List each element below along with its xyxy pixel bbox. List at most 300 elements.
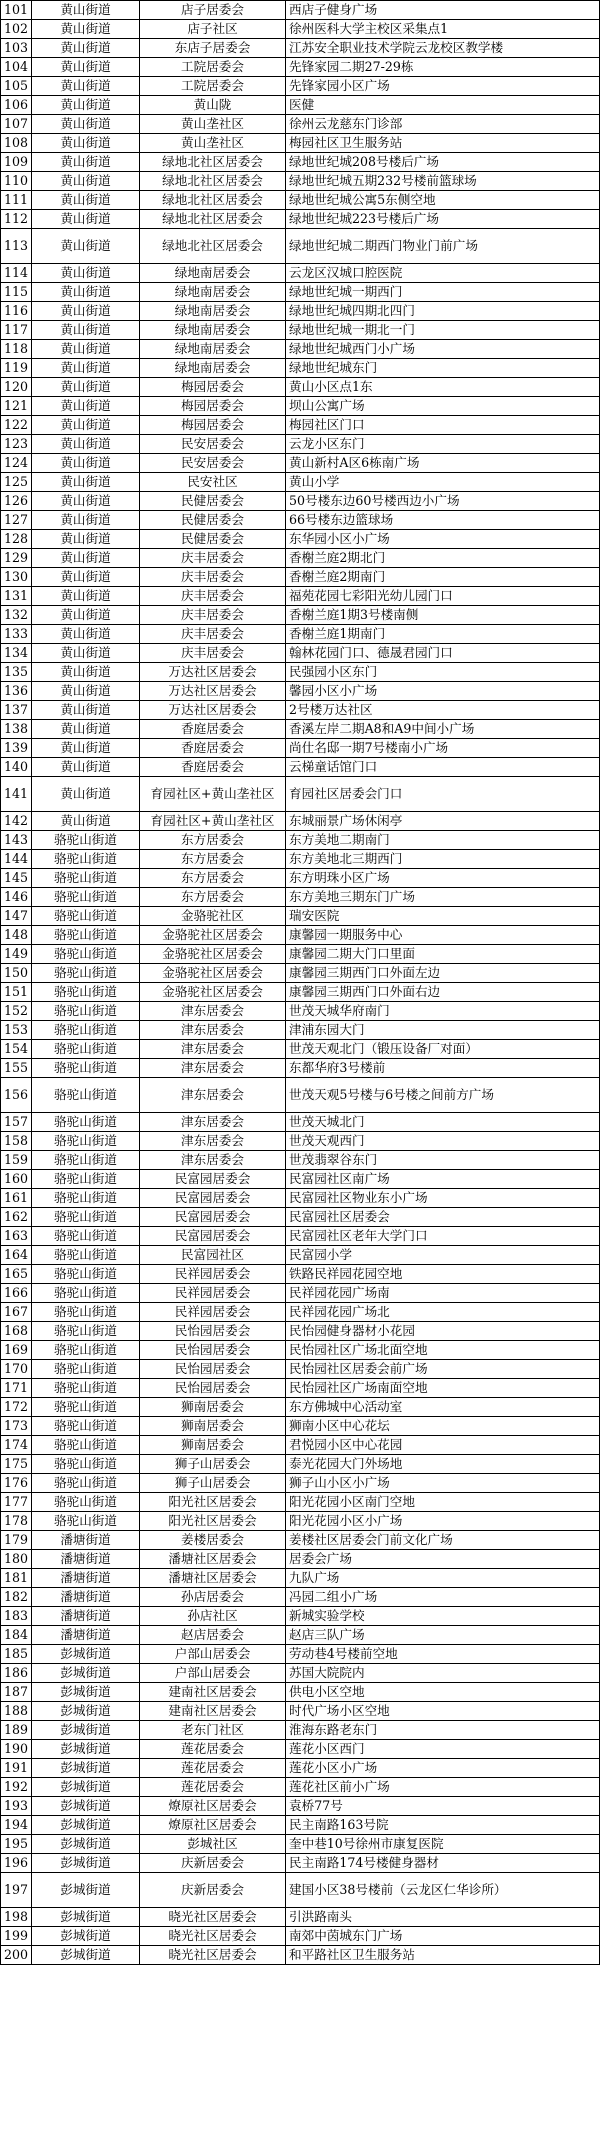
community-cell: 燎原社区居委会 [140,1797,286,1816]
community-cell: 莲花居委会 [140,1740,286,1759]
community-cell: 民安居委会 [140,454,286,473]
table-row [1,302,600,321]
community-cell: 燎原社区居委会 [140,1816,286,1835]
row-number-cell: 129 [1,549,32,568]
community-cell: 民富园居委会 [140,1189,286,1208]
table-row [1,1,600,20]
street-cell: 黄山街道 [32,812,140,831]
table-row [1,1588,600,1607]
row-number-cell: 140 [1,758,32,777]
row-number-cell: 103 [1,39,32,58]
community-cell: 孙店社区 [140,1607,286,1626]
community-cell: 东方居委会 [140,850,286,869]
community-cell: 晓光社区居委会 [140,1908,286,1927]
table-row [1,153,600,172]
table-row [1,39,600,58]
row-number-cell: 154 [1,1040,32,1059]
community-cell: 莲花居委会 [140,1759,286,1778]
table-row [1,416,600,435]
location-cell: 世茂天城北门 [286,1113,600,1132]
row-number-cell: 126 [1,492,32,511]
table-row [1,983,600,1002]
street-cell: 黄山街道 [32,302,140,321]
row-number-cell: 104 [1,58,32,77]
location-cell: 绿地世纪城208号楼后广场 [286,153,600,172]
row-number-cell: 168 [1,1322,32,1341]
community-cell: 阳光社区居委会 [140,1493,286,1512]
table-row [1,1322,600,1341]
location-cell: 绿地世纪城一期北一门 [286,321,600,340]
table-row [1,1227,600,1246]
row-number-cell: 135 [1,663,32,682]
table-row [1,1626,600,1645]
street-cell: 骆驼山街道 [32,1170,140,1189]
row-number-cell: 162 [1,1208,32,1227]
location-cell: 居委会广场 [286,1550,600,1569]
row-number-cell: 146 [1,888,32,907]
table-row [1,720,600,739]
location-cell: 绿地世纪城西门小广场 [286,340,600,359]
row-number-cell: 197 [1,1873,32,1908]
location-cell: 民主南路174号楼健身器材 [286,1854,600,1873]
row-number-cell: 163 [1,1227,32,1246]
row-number-cell: 195 [1,1835,32,1854]
table-row [1,1208,600,1227]
row-number-cell: 184 [1,1626,32,1645]
street-cell: 黄山街道 [32,191,140,210]
table-row [1,644,600,663]
street-cell: 黄山街道 [32,96,140,115]
table-row [1,1908,600,1927]
community-cell: 民富园居委会 [140,1227,286,1246]
location-cell: 苏国大院院内 [286,1664,600,1683]
community-cell: 绿地北社区居委会 [140,172,286,191]
table-row [1,1078,600,1113]
street-cell: 黄山街道 [32,587,140,606]
location-cell: 民富园社区居委会 [286,1208,600,1227]
table-row [1,1021,600,1040]
location-cell: 绿地世纪城四期北四门 [286,302,600,321]
row-number-cell: 175 [1,1455,32,1474]
location-cell: 民富园社区物业东小广场 [286,1189,600,1208]
street-cell: 彭城街道 [32,1816,140,1835]
row-number-cell: 144 [1,850,32,869]
row-number-cell: 141 [1,777,32,812]
location-cell: 黄山小学 [286,473,600,492]
community-cell: 津东居委会 [140,1132,286,1151]
row-number-cell: 182 [1,1588,32,1607]
row-number-cell: 186 [1,1664,32,1683]
community-cell: 民安社区 [140,473,286,492]
community-cell: 建南社区居委会 [140,1683,286,1702]
location-cell: 民富园小学 [286,1246,600,1265]
community-cell: 潘塘社区居委会 [140,1569,286,1588]
street-cell: 骆驼山街道 [32,983,140,1002]
table-row [1,340,600,359]
community-cell: 店子社区 [140,20,286,39]
street-cell: 骆驼山街道 [32,1227,140,1246]
table-row [1,473,600,492]
community-cell: 绿地南居委会 [140,359,286,378]
street-cell: 骆驼山街道 [32,1455,140,1474]
street-cell: 黄山街道 [32,625,140,644]
table-row [1,587,600,606]
street-cell: 黄山街道 [32,777,140,812]
location-cell: 东方佛城中心活动室 [286,1398,600,1417]
community-cell: 民祥园居委会 [140,1284,286,1303]
table-row [1,1664,600,1683]
community-cell: 香庭居委会 [140,739,286,758]
location-cell: 医健 [286,96,600,115]
community-cell: 庆丰居委会 [140,568,286,587]
street-cell: 彭城街道 [32,1946,140,1965]
table-row [1,831,600,850]
street-cell: 骆驼山街道 [32,1284,140,1303]
location-cell: 狮子山小区小广场 [286,1474,600,1493]
location-cell: 津浦东园大门 [286,1021,600,1040]
table-row [1,945,600,964]
row-number-cell: 178 [1,1512,32,1531]
community-cell: 绿地北社区居委会 [140,153,286,172]
location-cell: 梅园社区卫生服务站 [286,134,600,153]
row-number-cell: 158 [1,1132,32,1151]
street-cell: 黄山街道 [32,435,140,454]
street-cell: 黄山街道 [32,77,140,96]
street-cell: 黄山街道 [32,644,140,663]
table-row [1,1645,600,1664]
row-number-cell: 136 [1,682,32,701]
street-cell: 骆驼山街道 [32,850,140,869]
community-cell: 狮南居委会 [140,1398,286,1417]
community-cell: 潘塘社区居委会 [140,1550,286,1569]
community-cell: 香庭居委会 [140,758,286,777]
street-cell: 黄山街道 [32,359,140,378]
location-cell: 新城实验学校 [286,1607,600,1626]
location-cell: 瑞安医院 [286,907,600,926]
row-number-cell: 190 [1,1740,32,1759]
table-row [1,1835,600,1854]
row-number-cell: 153 [1,1021,32,1040]
community-cell: 民怡园居委会 [140,1322,286,1341]
row-number-cell: 116 [1,302,32,321]
street-cell: 骆驼山街道 [32,1246,140,1265]
location-cell: 黄山新村A区6栋南广场 [286,454,600,473]
community-cell: 津东居委会 [140,1113,286,1132]
location-cell: 香榭兰庭1期3号楼南侧 [286,606,600,625]
location-cell: 狮南小区中心花坛 [286,1417,600,1436]
table-row [1,1927,600,1946]
table-row [1,1113,600,1132]
table-row [1,134,600,153]
street-cell: 骆驼山街道 [32,907,140,926]
street-cell: 黄山街道 [32,134,140,153]
street-cell: 黄山街道 [32,720,140,739]
location-cell: 供电小区空地 [286,1683,600,1702]
row-number-cell: 161 [1,1189,32,1208]
row-number-cell: 124 [1,454,32,473]
community-cell: 狮子山居委会 [140,1455,286,1474]
table-body [1,1,600,1965]
location-cell: 世茂翡翠谷东门 [286,1151,600,1170]
table-row [1,1683,600,1702]
location-cell: 东城丽景广场休闲亭 [286,812,600,831]
street-cell: 黄山街道 [32,153,140,172]
street-cell: 骆驼山街道 [32,1021,140,1040]
community-cell: 民健居委会 [140,530,286,549]
location-cell: 东方明珠小区广场 [286,869,600,888]
community-cell: 民怡园居委会 [140,1341,286,1360]
location-cell: 世茂天城华府南门 [286,1002,600,1021]
community-cell: 庆新居委会 [140,1873,286,1908]
community-cell: 狮南居委会 [140,1436,286,1455]
community-cell: 民健居委会 [140,492,286,511]
street-cell: 骆驼山街道 [32,1078,140,1113]
table-row [1,1797,600,1816]
table-row [1,454,600,473]
row-number-cell: 177 [1,1493,32,1512]
community-cell: 户部山居委会 [140,1664,286,1683]
community-cell: 绿地北社区居委会 [140,229,286,264]
row-number-cell: 152 [1,1002,32,1021]
table-row [1,321,600,340]
street-cell: 骆驼山街道 [32,1303,140,1322]
street-cell: 黄山街道 [32,568,140,587]
table-row [1,1379,600,1398]
street-cell: 彭城街道 [32,1927,140,1946]
street-cell: 黄山街道 [32,229,140,264]
street-cell: 潘塘街道 [32,1531,140,1550]
table-row [1,701,600,720]
table-row [1,869,600,888]
table-row [1,663,600,682]
table-row [1,812,600,831]
location-cell: 冯园二组小广场 [286,1588,600,1607]
table-row [1,1303,600,1322]
table-row [1,1721,600,1740]
street-cell: 骆驼山街道 [32,1341,140,1360]
row-number-cell: 157 [1,1113,32,1132]
location-cell: 东方美地三期东门广场 [286,888,600,907]
row-number-cell: 142 [1,812,32,831]
street-cell: 潘塘街道 [32,1588,140,1607]
location-cell: 东方美地北三期西门 [286,850,600,869]
row-number-cell: 187 [1,1683,32,1702]
location-cell: 西店子健身广场 [286,1,600,20]
table-row [1,1607,600,1626]
street-cell: 彭城街道 [32,1797,140,1816]
table-row [1,1059,600,1078]
street-cell: 潘塘街道 [32,1626,140,1645]
community-cell: 黄山陇 [140,96,286,115]
row-number-cell: 170 [1,1360,32,1379]
location-cell: 建国小区38号楼前（云龙区仁华诊所） [286,1873,600,1908]
street-cell: 骆驼山街道 [32,1322,140,1341]
location-cell: 梅园社区门口 [286,416,600,435]
location-cell: 徐州医科大学主校区采集点1 [286,20,600,39]
community-cell: 民怡园居委会 [140,1360,286,1379]
row-number-cell: 134 [1,644,32,663]
street-cell: 骆驼山街道 [32,1474,140,1493]
street-cell: 黄山街道 [32,58,140,77]
community-cell: 金骆驼社区居委会 [140,926,286,945]
location-cell: 民怡园社区广场南面空地 [286,1379,600,1398]
row-number-cell: 125 [1,473,32,492]
community-cell: 绿地南居委会 [140,302,286,321]
table-row [1,397,600,416]
street-cell: 彭城街道 [32,1702,140,1721]
street-cell: 骆驼山街道 [32,1360,140,1379]
community-cell: 金骆驼社区 [140,907,286,926]
community-cell: 黄山垄社区 [140,134,286,153]
table-row [1,850,600,869]
community-cell: 绿地南居委会 [140,321,286,340]
location-cell: 香溪左岸二期A8和A9中间小广场 [286,720,600,739]
street-cell: 黄山街道 [32,530,140,549]
location-cell: 徐州云龙慈东门诊部 [286,115,600,134]
location-cell: 泰光花园大门外场地 [286,1455,600,1474]
community-cell: 东方居委会 [140,888,286,907]
community-cell: 育园社区+黄山垄社区 [140,777,286,812]
street-cell: 黄山街道 [32,511,140,530]
street-cell: 骆驼山街道 [32,1379,140,1398]
community-cell: 晓光社区居委会 [140,1927,286,1946]
street-cell: 骆驼山街道 [32,1002,140,1021]
table-row [1,1493,600,1512]
location-cell: 劳动巷4号楼前空地 [286,1645,600,1664]
street-cell: 黄山街道 [32,264,140,283]
table-row [1,1151,600,1170]
street-cell: 黄山街道 [32,115,140,134]
row-number-cell: 193 [1,1797,32,1816]
street-cell: 彭城街道 [32,1664,140,1683]
location-cell: 淮海东路老东门 [286,1721,600,1740]
row-number-cell: 150 [1,964,32,983]
row-number-cell: 160 [1,1170,32,1189]
table-row [1,1873,600,1908]
community-cell: 梅园居委会 [140,378,286,397]
table-row [1,115,600,134]
community-cell: 民富园社区 [140,1246,286,1265]
community-cell: 万达社区居委会 [140,663,286,682]
row-number-cell: 188 [1,1702,32,1721]
location-cell: 铁路民祥园花园空地 [286,1265,600,1284]
row-number-cell: 200 [1,1946,32,1965]
community-cell: 莲花居委会 [140,1778,286,1797]
table-row [1,926,600,945]
row-number-cell: 111 [1,191,32,210]
street-cell: 黄山街道 [32,340,140,359]
table-row [1,1170,600,1189]
row-number-cell: 151 [1,983,32,1002]
street-cell: 黄山街道 [32,321,140,340]
row-number-cell: 115 [1,283,32,302]
table-row [1,1816,600,1835]
row-number-cell: 173 [1,1417,32,1436]
location-cell: 66号楼东边篮球场 [286,511,600,530]
table-row [1,888,600,907]
community-cell: 店子居委会 [140,1,286,20]
row-number-cell: 133 [1,625,32,644]
community-cell: 金骆驼社区居委会 [140,983,286,1002]
location-cell: 香榭兰庭2期北门 [286,549,600,568]
table-row [1,1040,600,1059]
location-cell: 袁桥77号 [286,1797,600,1816]
table-row [1,1398,600,1417]
street-cell: 骆驼山街道 [32,888,140,907]
street-cell: 黄山街道 [32,454,140,473]
row-number-cell: 102 [1,20,32,39]
street-cell: 骆驼山街道 [32,1151,140,1170]
location-cell: 民怡园社区居委会前广场 [286,1360,600,1379]
location-cell: 黄山小区点1东 [286,378,600,397]
location-cell: 东方美地二期南门 [286,831,600,850]
table-row [1,964,600,983]
location-cell: 民怡园健身器材小花园 [286,1322,600,1341]
row-number-cell: 172 [1,1398,32,1417]
community-cell: 梅园居委会 [140,416,286,435]
table-row [1,77,600,96]
location-cell: 莲花社区前小广场 [286,1778,600,1797]
community-cell: 绿地北社区居委会 [140,191,286,210]
row-number-cell: 149 [1,945,32,964]
row-number-cell: 165 [1,1265,32,1284]
street-cell: 骆驼山街道 [32,1059,140,1078]
community-cell: 津东居委会 [140,1021,286,1040]
table-row [1,378,600,397]
table-row [1,606,600,625]
row-number-cell: 164 [1,1246,32,1265]
table-row [1,1341,600,1360]
location-cell: 先锋家园小区广场 [286,77,600,96]
table-row [1,1946,600,1965]
community-cell: 孙店居委会 [140,1588,286,1607]
table-row [1,1854,600,1873]
community-cell: 民健居委会 [140,511,286,530]
table-row [1,758,600,777]
location-cell: 阳光花园小区南门空地 [286,1493,600,1512]
location-cell: 莲花小区西门 [286,1740,600,1759]
row-number-cell: 156 [1,1078,32,1113]
row-number-cell: 122 [1,416,32,435]
row-number-cell: 137 [1,701,32,720]
location-cell: 阳光花园小区小广场 [286,1512,600,1531]
location-cell: 世茂天观北门（锻压设备厂对面） [286,1040,600,1059]
street-cell: 黄山街道 [32,473,140,492]
community-cell: 民富园居委会 [140,1208,286,1227]
row-number-cell: 118 [1,340,32,359]
street-cell: 黄山街道 [32,283,140,302]
table-row [1,210,600,229]
location-cell: 赵店三队广场 [286,1626,600,1645]
table-row [1,1702,600,1721]
street-cell: 骆驼山街道 [32,1189,140,1208]
community-cell: 庆新居委会 [140,1854,286,1873]
street-cell: 骆驼山街道 [32,831,140,850]
street-cell: 黄山街道 [32,606,140,625]
table-row [1,1778,600,1797]
table-row [1,96,600,115]
row-number-cell: 155 [1,1059,32,1078]
location-cell: 50号楼东边60号楼西边小广场 [286,492,600,511]
table-row [1,1246,600,1265]
table-row [1,625,600,644]
location-cell: 和平路社区卫生服务站 [286,1946,600,1965]
community-cell: 庆丰居委会 [140,644,286,663]
street-cell: 彭城街道 [32,1740,140,1759]
table-row [1,739,600,758]
community-cell: 绿地北社区居委会 [140,210,286,229]
street-cell: 彭城街道 [32,1854,140,1873]
